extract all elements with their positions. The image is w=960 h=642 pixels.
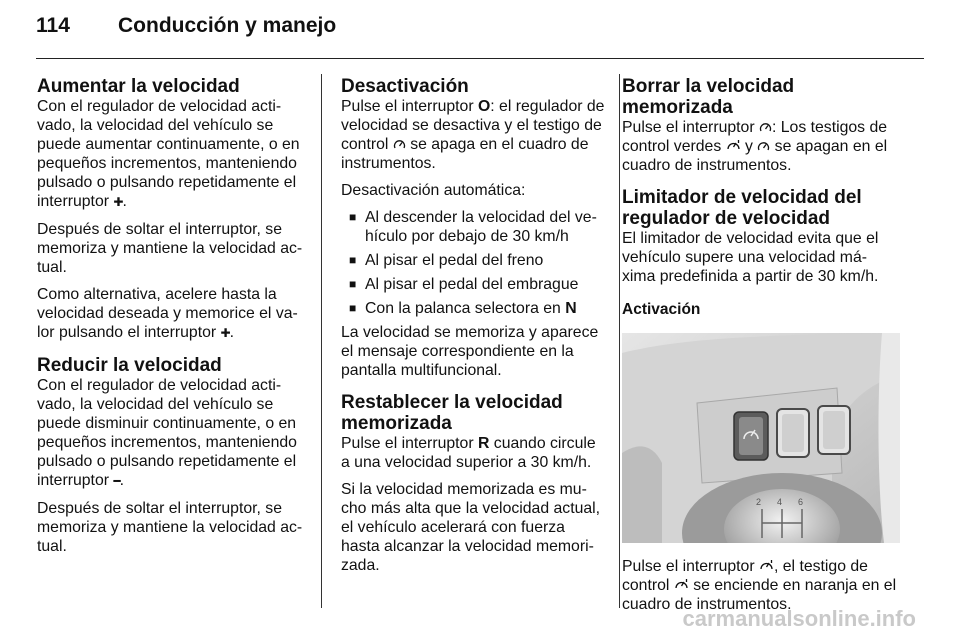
para-activacion-1: Pulse el interruptor , el testigo de control se enciende en naranja en el cuadro de instrumentos.: [622, 558, 897, 613]
svg-text:2: 2: [756, 497, 762, 507]
plus-icon: ✚: [113, 195, 123, 209]
header-rule: [36, 58, 924, 59]
column-divider: [321, 74, 322, 608]
watermark: carmanualsonline.info: [682, 606, 916, 631]
para-aumentar-2: Después de soltar el interruptor, se memoriza y mantiene la velocidad ac- tual.: [37, 221, 303, 276]
page-title: Conducción y manejo: [118, 14, 337, 37]
column-2: [341, 76, 607, 583]
svg-text:4: 4: [777, 497, 783, 507]
speed-limiter-icon: [674, 578, 689, 591]
heading-reducir: Reducir la velocidad: [37, 355, 222, 376]
para-desactivacion-2: Desactivación automática:: [341, 182, 526, 199]
heading-aumentar: Aumentar la velocidad: [37, 76, 240, 97]
para-limitador-1: El limitador de velocidad evita que el vehículo supere una velocidad má- xima predefinida a partir de 30 km/h.: [622, 230, 879, 285]
heading-activacion: Activación: [622, 301, 701, 318]
heading-borrar: Borrar la velocidad memorizada: [622, 76, 795, 118]
para-desactivacion-1: Pulse el interruptor O: el regulador de velocidad se desactiva y el testigo de control se apaga en el cuadro de instrumentos.: [341, 98, 605, 172]
column-divider: [619, 74, 620, 608]
page-number: 114: [36, 14, 70, 37]
list-item: ■ Al pisar el pedal del embrague: [349, 276, 579, 293]
para-aumentar-3: Como alternativa, acelere hasta la velocidad deseada y memorice el va- lor pulsando el interruptor ✚.: [37, 286, 298, 341]
para-aumentar-1: Con el regulador de velocidad acti- vado, la velocidad del vehículo se puede aumentar continuamente, o en pequeños incrementos, manteniendo pulsado o pulsando repetidamente el interruptor ✚.: [37, 98, 300, 210]
list-item: ■ Con la palanca selectora en N: [349, 300, 577, 317]
minus-icon: ━: [113, 474, 120, 488]
para-reducir-2: Después de soltar el interruptor, se memoriza y mantiene la velocidad ac- tual.: [37, 500, 303, 555]
para-restablecer-2: Si la velocidad memorizada es mu- cho más alta que la velocidad actual, el vehículo acelerará con fuerza hasta alcanzar la velocidad memori- zada.: [341, 481, 601, 574]
column-1: [37, 76, 303, 564]
list-item: ■ Al pisar el pedal del freno: [349, 252, 544, 269]
dashboard-switch-photo: [622, 333, 900, 543]
speed-limiter-icon: [759, 559, 774, 572]
cruise-control-icon: [757, 141, 770, 152]
para-reducir-1: Con el regulador de velocidad acti- vado, la velocidad del vehículo se puede disminuir continuamente, o en pequeños incrementos, manteniendo pulsado o pulsando repetidamente el interruptor ━.: [37, 377, 297, 489]
heading-limitador: Limitador de velocidad del regulador de velocidad: [622, 187, 862, 229]
para-borrar-1: Pulse el interruptor : Los testigos de control verdes y se apagan en el cuadro de instrumentos.: [622, 119, 888, 174]
para-desactivacion-3: La velocidad se memoriza y aparece el mensaje correspondiente en la pantalla multifuncional.: [341, 324, 599, 379]
column-3: [622, 76, 902, 622]
page-header: [36, 14, 336, 44]
cruise-control-icon: [393, 139, 406, 150]
heading-desactivacion: Desactivación: [341, 76, 469, 97]
svg-text:6: 6: [798, 497, 804, 507]
para-restablecer-1: Pulse el interruptor R cuando circule a una velocidad superior a 30 km/h.: [341, 435, 596, 471]
speed-limiter-icon: [726, 139, 741, 152]
cruise-off-icon: [759, 122, 772, 133]
off-icon: O: [477, 98, 491, 115]
plus-icon: ✚: [220, 326, 230, 340]
heading-restablecer: Restablecer la velocidad memorizada: [341, 392, 563, 434]
list-item: ■ Al descender la velocidad del ve- hículo por debajo de 30 km/h: [349, 209, 597, 245]
